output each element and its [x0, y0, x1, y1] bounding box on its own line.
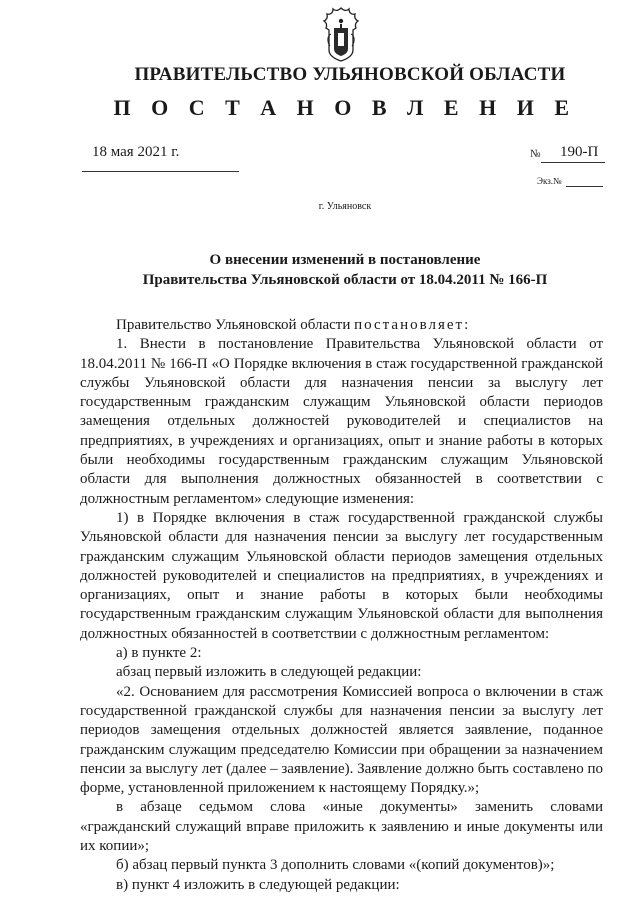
city: г. Ульяновск: [318, 201, 372, 212]
paragraph-5: «2. Основанием для рассмотрения Комиссией вопроса о включении в стаж государственной гражданской службы для назначения пенсии за выслугу лет периодов замещения отдельных должностей является заявление, поданное гражданским служащим председателю Комиссии при обращении за назначением пенсии за выслугу лет (далее – заявление). Заявление должно быть составлено по форме, установленной приложением к настоящему Порядку.»;: [80, 683, 603, 797]
paragraph-2: 1) в Порядке включения в стаж государственной гражданской службы Ульяновской области для назначения пенсии за выслугу лет государственным гражданским служащим Ульяновской области периодов замещения отдельных должностей руководителей и специалистов на предприятиях, в учреждениях и организациях, опыт и знание работы в которых были необходимы государственным гражданским служащим Ульяновской области для выполнения должностных обязанностей в соответствии с должностным регламентом:: [80, 509, 603, 642]
paragraph-1: 1. Внести в постановление Правительства Ульяновской области от 18.04.2011 № 166-П «О Порядке включения в стаж государственной гражданской службы Ульяновской области для назначения пенсии за выслугу лет государственным гражданским служащим Ульяновской области периодов замещения отдельных должностей руководителей и специалистов на предприятиях, в учреждениях и организациях, опыт и знание работы в которых были необходимы государственным гражданским служащим Ульяновской области для выполнения должностных обязанностей в соответствии с должностным регламентом» следующие изменения:: [80, 336, 603, 507]
date-underline: [82, 171, 239, 172]
subject-line-2: Правительства Ульяновской области от 18.04.2011 № 166-П: [142, 272, 548, 288]
coat-of-arms-icon: [321, 6, 361, 62]
paragraph-6: в абзаце седьмом слова «иные документы» заменить словами «гражданский служащий вправе приложить к заявлению и иные документы или их копии»;: [80, 799, 603, 855]
preamble-paragraph: [80, 316, 603, 335]
preamble-text: Правительство Ульяновской области: [116, 317, 355, 333]
document-kind: П О С Т А Н О В Л Е Н И Е: [113, 95, 577, 120]
document-body: [80, 316, 603, 895]
copy-number-label: Экз.№: [537, 176, 562, 186]
preamble-spaced-verb: постановляет:: [354, 317, 471, 333]
paragraph-7: б) абзац первый пункта 3 дополнить словами «(копий документов)»;: [116, 857, 555, 874]
number-label: №: [530, 148, 541, 160]
paragraph-8: в) пункт 4 изложить в следующей редакции:: [116, 876, 400, 893]
document-number: 190-П: [560, 144, 599, 160]
government-title: ПРАВИТЕЛЬСТВО УЛЬЯНОВСКОЙ ОБЛАСТИ: [134, 64, 566, 85]
paragraph-4: абзац первый изложить в следующей редакции:: [116, 664, 422, 681]
document-date: 18 мая 2021 г.: [92, 144, 180, 160]
number-underline: [541, 162, 605, 163]
paragraph-3: а) в пункте 2:: [116, 645, 202, 662]
subject-line-1: О внесении изменений в постановление: [209, 252, 481, 268]
copy-number-underline: [566, 186, 603, 187]
